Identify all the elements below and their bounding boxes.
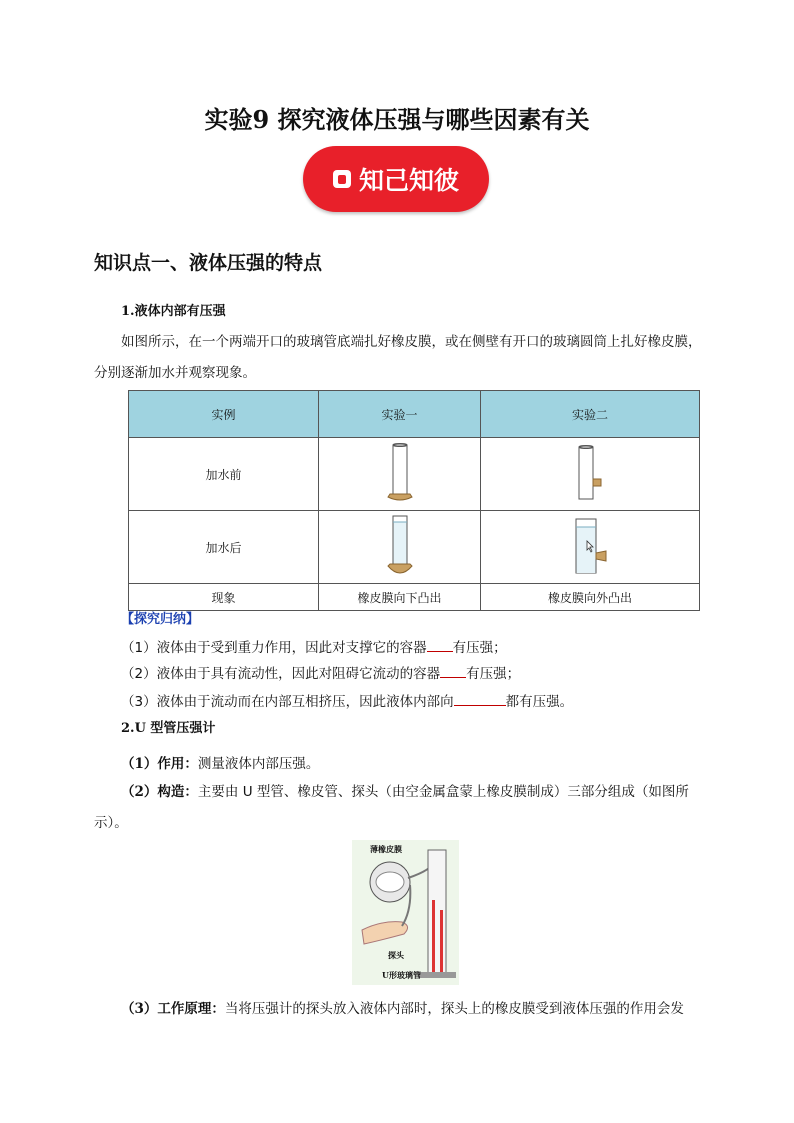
page-title: 实验9 探究液体压强与哪些因素有关 <box>204 105 590 134</box>
summary-line: （3）液体由于流动而在内部互相挤压，因此液体内部向 都有压强。 <box>121 690 573 710</box>
experiment-table <box>128 390 700 611</box>
badge-label: 知己知彼 <box>358 166 459 195</box>
section-heading: 知识点一、液体压强的特点 <box>94 252 323 274</box>
observation-cell: 橡皮膜向下凸出 <box>319 584 481 611</box>
summary-line: （2）液体由于具有流动性，因此对阻碍它流动的容器 有压强； <box>121 662 520 682</box>
row-label: 现象 <box>129 584 319 611</box>
summary-line: （1）液体由于受到重力作用，因此对支撑它的容器 有压强； <box>121 636 507 656</box>
item-1: （1）作用：测量液体内部压强。 <box>121 756 320 772</box>
section-badge <box>303 146 489 212</box>
pressure-gauge-image <box>352 840 459 985</box>
header-cell: 实验一 <box>319 391 481 438</box>
cylinder-before-image <box>481 438 700 511</box>
cylinder-after-image <box>481 511 700 584</box>
tube-before-image <box>319 438 481 511</box>
summary-tag: 【探究归纳】 <box>121 612 200 627</box>
intro-paragraph: 如图所示，在一个两端开口的玻璃管底端扎好橡皮膜，或在侧壁有开口的玻璃圆筒上扎好橡皮膜，分别逐渐加水并观察现象。 <box>94 334 702 381</box>
row-label: 加水前 <box>129 438 319 511</box>
book-icon <box>333 170 351 188</box>
row-label: 加水后 <box>129 511 319 584</box>
header-cell: 实例 <box>129 391 319 438</box>
probe-label: 探头 <box>388 950 404 960</box>
tube-after-image <box>319 511 481 584</box>
item-3: （3）工作原理：当将压强计的探头放入液体内部时，探头上的橡皮膜受到液体压强的作用会发 <box>121 1001 684 1017</box>
observation-cell: 橡皮膜向外凸出 <box>481 584 700 611</box>
tube-label: U形玻璃管 <box>382 970 421 980</box>
header-cell: 实验二 <box>481 391 700 438</box>
item-2: （2）构造：主要由 U 型管、橡皮管、探头（由空金属盒蒙上橡皮膜制成）三部分组成（如图所示）。 <box>94 784 689 831</box>
subheading-2: 2.U 型管压强计 <box>121 721 216 736</box>
membrane-label: 薄橡皮膜 <box>370 844 402 854</box>
subheading-1: 1.液体内部有压强 <box>121 304 226 319</box>
